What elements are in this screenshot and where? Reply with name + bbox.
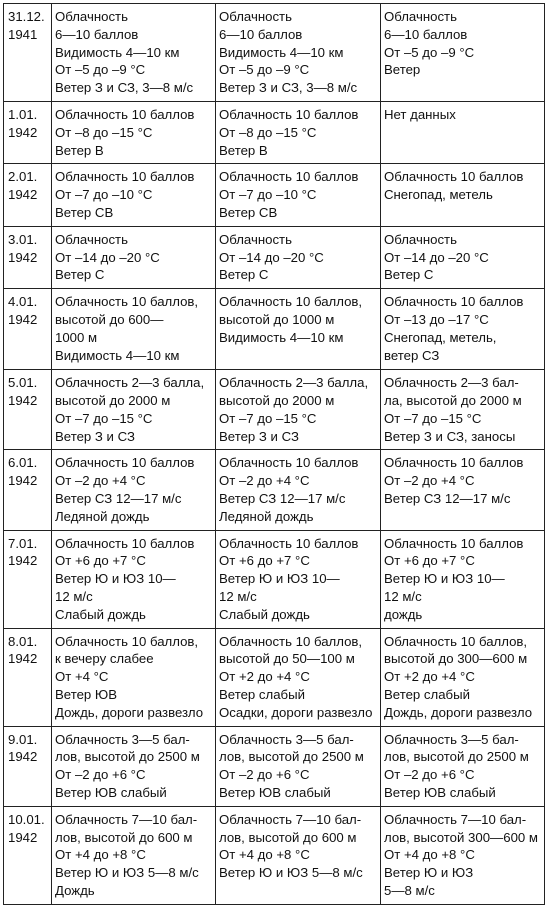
date-cell: 7.01. 1942 [4, 530, 52, 628]
date-cell: 2.01. 1942 [4, 164, 52, 226]
table-row [4, 226, 545, 288]
date-cell: 31.12. 1941 [4, 4, 52, 102]
weather-cell: Облачность 3—5 бал- лов, высотой до 2500 м От –2 до +6 °С Ветер ЮВ слабый [381, 726, 545, 806]
weather-cell: Облачность 10 баллов От –13 до –17 °С Снегопад, метель, ветер СЗ [381, 289, 545, 370]
date-cell: 4.01. 1942 [4, 289, 52, 370]
date-cell: 1.01. 1942 [4, 101, 52, 163]
weather-cell: Облачность 3—5 бал- лов, высотой до 2500 м От –2 до +6 °С Ветер ЮВ слабый [216, 726, 381, 806]
weather-cell: Облачность 10 баллов От –2 до +4 °С Ветер СЗ 12—17 м/с Ледяной дождь [216, 450, 381, 530]
weather-cell: Облачность 10 баллов, высотой до 600— 1000 м Видимость 4—10 км [52, 289, 216, 370]
table-row [4, 101, 545, 163]
weather-cell: Облачность 10 баллов, высотой до 300—600 м От +2 до +4 °С Ветер слабый Дождь, дороги развезло [381, 628, 545, 726]
table-row [4, 628, 545, 726]
weather-table [3, 3, 545, 905]
weather-cell: Облачность 10 баллов, к вечеру слабее От +4 °С Ветер ЮВ Дождь, дороги развезло [52, 628, 216, 726]
weather-cell: Облачность 10 баллов От –7 до –10 °С Ветер СВ [52, 164, 216, 226]
weather-cell: Облачность 6—10 баллов От –5 до –9 °С Ветер [381, 4, 545, 102]
weather-cell: Облачность От –14 до –20 °С Ветер С [381, 226, 545, 288]
weather-cell: Облачность 10 баллов От –2 до +4 °С Ветер СЗ 12—17 м/с [381, 450, 545, 530]
weather-cell: Облачность 10 баллов От +6 до +7 °С Ветер Ю и ЮЗ 10— 12 м/с дождь [381, 530, 545, 628]
weather-cell: Облачность 2—3 балла, высотой до 2000 м От –7 до –15 °С Ветер З и СЗ [216, 370, 381, 450]
weather-cell: Облачность 10 баллов От –8 до –15 °С Ветер В [52, 101, 216, 163]
weather-cell: Облачность 10 баллов От –8 до –15 °С Ветер В [216, 101, 381, 163]
weather-cell: Облачность 2—3 балла, высотой до 2000 м От –7 до –15 °С Ветер З и СЗ [52, 370, 216, 450]
weather-cell: Облачность 3—5 бал- лов, высотой до 2500 м От –2 до +6 °С Ветер ЮВ слабый [52, 726, 216, 806]
date-cell: 9.01. 1942 [4, 726, 52, 806]
weather-cell: Облачность От –14 до –20 °С Ветер С [52, 226, 216, 288]
weather-cell: Облачность 10 баллов Снегопад, метель [381, 164, 545, 226]
weather-cell: Облачность 7—10 бал- лов, высотой до 600 м От +4 до +8 °С Ветер Ю и ЮЗ 5—8 м/с [216, 806, 381, 904]
date-cell: 6.01. 1942 [4, 450, 52, 530]
weather-cell: Облачность 10 баллов, высотой до 1000 м Видимость 4—10 км [216, 289, 381, 370]
weather-cell: Облачность 10 баллов От –2 до +4 °С Ветер СЗ 12—17 м/с Ледяной дождь [52, 450, 216, 530]
weather-cell: Облачность 10 баллов От +6 до +7 °С Ветер Ю и ЮЗ 10— 12 м/с Слабый дождь [216, 530, 381, 628]
weather-cell: Нет данных [381, 101, 545, 163]
table-row [4, 289, 545, 370]
table-row [4, 370, 545, 450]
weather-cell: Облачность 10 баллов От –7 до –10 °С Ветер СВ [216, 164, 381, 226]
table-row [4, 806, 545, 904]
date-cell: 3.01. 1942 [4, 226, 52, 288]
date-cell: 8.01. 1942 [4, 628, 52, 726]
table-row [4, 726, 545, 806]
weather-cell: Облачность 10 баллов, высотой до 50—100 м От +2 до +4 °С Ветер слабый Осадки, дороги развезло [216, 628, 381, 726]
table-row [4, 530, 545, 628]
weather-cell: Облачность 10 баллов От +6 до +7 °С Ветер Ю и ЮЗ 10— 12 м/с Слабый дождь [52, 530, 216, 628]
weather-cell: Облачность От –14 до –20 °С Ветер С [216, 226, 381, 288]
weather-cell: Облачность 6—10 баллов Видимость 4—10 км От –5 до –9 °С Ветер З и СЗ, 3—8 м/с [52, 4, 216, 102]
weather-cell: Облачность 2—3 бал- ла, высотой до 2000 м От –7 до –15 °С Ветер З и СЗ, заносы [381, 370, 545, 450]
table-row [4, 164, 545, 226]
table-row [4, 4, 545, 102]
table-row [4, 450, 545, 530]
weather-cell: Облачность 6—10 баллов Видимость 4—10 км От –5 до –9 °С Ветер З и СЗ, 3—8 м/с [216, 4, 381, 102]
weather-cell: Облачность 7—10 бал- лов, высотой до 600 м От +4 до +8 °С Ветер Ю и ЮЗ 5—8 м/с Дождь [52, 806, 216, 904]
weather-cell: Облачность 7—10 бал- лов, высотой 300—600 м От +4 до +8 °С Ветер Ю и ЮЗ 5—8 м/с [381, 806, 545, 904]
date-cell: 5.01. 1942 [4, 370, 52, 450]
date-cell: 10.01. 1942 [4, 806, 52, 904]
